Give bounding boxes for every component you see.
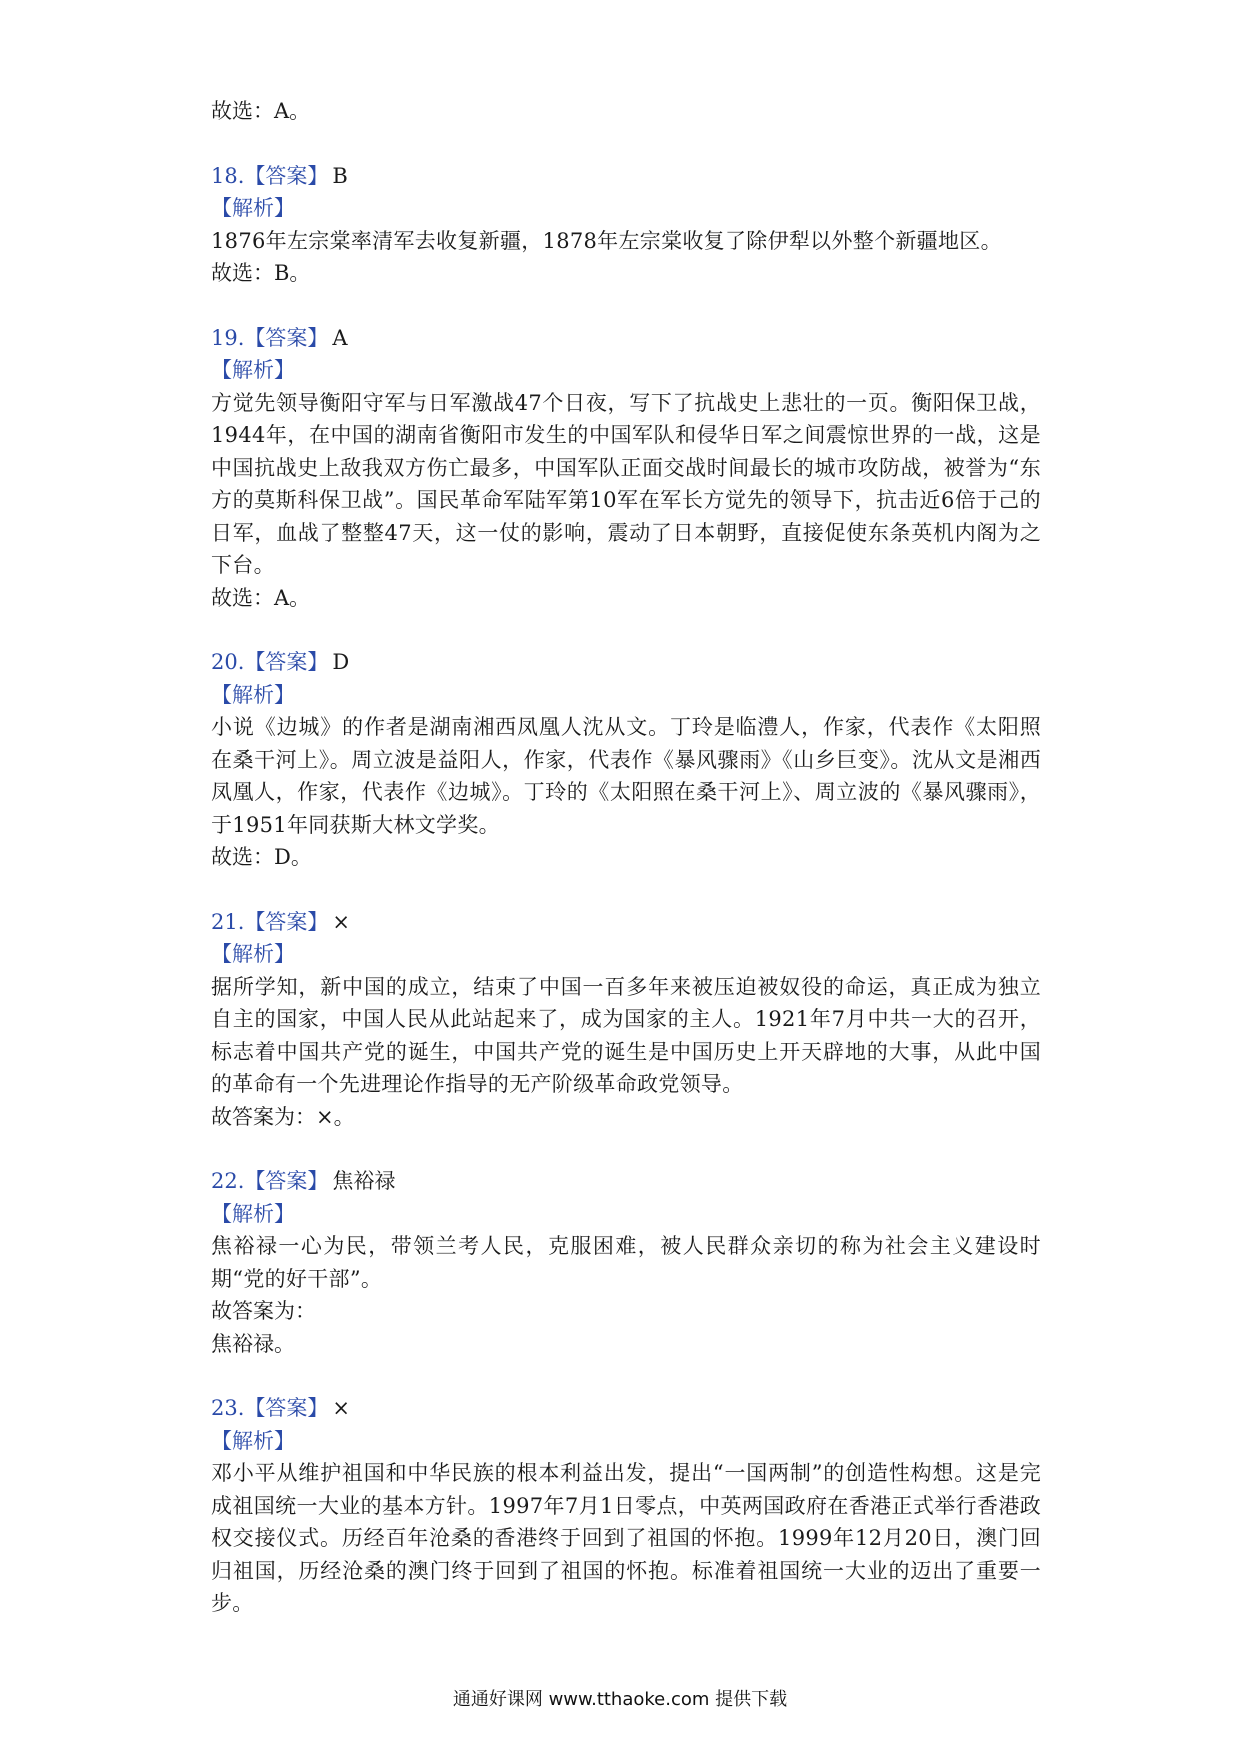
analysis-text: 焦裕禄一心为民，带领兰考人民，克服困难，被人民群众亲切的称为社会主义建设时期“党的好干部”。 — [211, 1234, 1041, 1291]
answer-value: × — [332, 909, 351, 934]
analysis-text: 邓小平从维护祖国和中华民族的根本利益出发，提出“一国两制”的创造性构想。这是完成祖国统一大业的基本方针。1997年7月1日零点，中英两国政府在香港正式举行香港政权交接仪式。历经百年沧桑的香港终于回到了祖国的怀抱。1999年12月20日，澳门回归祖国，历经沧桑的澳门终于回到了祖国的怀抱。标准着祖国统一大业的迈出了重要一步。 — [211, 1461, 1041, 1615]
answer-heading — [211, 160, 1041, 193]
answer-item — [211, 1392, 1041, 1620]
answer-tag: 【答案】 — [244, 325, 329, 350]
answer-heading — [211, 906, 1041, 939]
question-number: 23. — [211, 1396, 245, 1420]
answer-list — [211, 160, 1041, 1620]
question-number: 21. — [211, 909, 245, 934]
analysis-tag: 【解析】 — [211, 682, 295, 707]
conclusion-line: 故选：A。 — [211, 585, 311, 610]
conclusion-line: 故答案为： — [211, 1299, 316, 1323]
conclusion-line: 故选：B。 — [211, 261, 311, 285]
answer-heading — [211, 646, 1041, 679]
answer-item — [211, 1165, 1041, 1360]
analysis-tag: 【解析】 — [211, 358, 295, 382]
answer-value: D — [332, 650, 350, 674]
answer-value: A — [332, 325, 348, 350]
answer-heading — [211, 1165, 1041, 1198]
answer-heading — [211, 322, 1041, 355]
answer-value: B — [332, 163, 348, 188]
analysis-text: 小说《边城》的作者是湖南湘西凤凰人沈从文。丁玲是临澧人，作家，代表作《太阳照在桑干河上》。周立波是益阳人，作家，代表作《暴风骤雨》《山乡巨变》。沈从文是湘西凤凰人，作家，代表作《边城》。丁玲的《太阳照在桑干河上》、周立波的《暴风骤雨》，于1951年同获斯大林文学奖。 — [211, 715, 1041, 837]
question-number: 19. — [211, 325, 245, 350]
answer-item — [211, 906, 1041, 1134]
answer-value: × — [332, 1396, 351, 1420]
analysis-tag: 【解析】 — [211, 1428, 295, 1453]
analysis-tag: 【解析】 — [211, 1201, 295, 1226]
answer-tag: 【答案】 — [244, 163, 329, 188]
answer-tag: 【答案】 — [244, 1169, 329, 1193]
analysis-text: 1876年左宗棠率清军去收复新疆，1878年左宗棠收复了除伊犁以外整个新疆地区。 — [211, 228, 1002, 253]
conclusion-line: 故答案为：×。 — [211, 1104, 355, 1129]
answer-item — [211, 322, 1041, 615]
analysis-text: 据所学知，新中国的成立，结束了中国一百多年来被压迫被奴役的命运，真正成为独立自主的国家，中国人民从此站起来了，成为国家的主人。1921年7月中共一大的召开，标志着中国共产党的诞生，中国共产党的诞生是中国历史上开天辟地的大事，从此中国的革命有一个先进理论作指导的无产阶级革命政党领导。 — [211, 974, 1041, 1096]
document-page — [211, 95, 1041, 1652]
prelude-conclusion: 故选：A。 — [211, 99, 311, 123]
answer-value: 焦裕禄 — [332, 1169, 396, 1193]
answer-item — [211, 160, 1041, 290]
answer-tag: 【答案】 — [244, 1396, 329, 1420]
conclusion-line: 故选：D。 — [211, 845, 312, 869]
analysis-tag: 【解析】 — [211, 196, 295, 220]
analysis-tag: 【解析】 — [211, 942, 295, 966]
question-number: 18. — [211, 163, 245, 188]
answer-tag: 【答案】 — [244, 909, 329, 934]
analysis-text: 方觉先领导衡阳守军与日军激战47个日夜，写下了抗战史上悲壮的一页。衡阳保卫战，1944年，在中国的湖南省衡阳市发生的中国军队和侵华日军之间震惊世界的一战，这是中国抗战史上敌我双方伤亡最多，中国军队正面交战时间最长的城市攻防战，被誉为“东方的莫斯科保卫战”。国民革命军陆军第10军在军长方觉先的领导下，抗击近6倍于己的日军，血战了整整47天，这一仗的影响，震动了日本朝野，直接促使东条英机内阁为之下台。 — [211, 390, 1041, 577]
answer-tag: 【答案】 — [244, 650, 329, 674]
answer-heading — [211, 1392, 1041, 1425]
answer-item — [211, 646, 1041, 874]
question-number: 22. — [211, 1169, 245, 1193]
question-number: 20. — [211, 650, 245, 674]
conclusion-line: 焦裕禄。 — [211, 1331, 295, 1356]
page-footer: 通通好课网 www.tthaoke.com 提供下载 — [452, 1689, 788, 1710]
